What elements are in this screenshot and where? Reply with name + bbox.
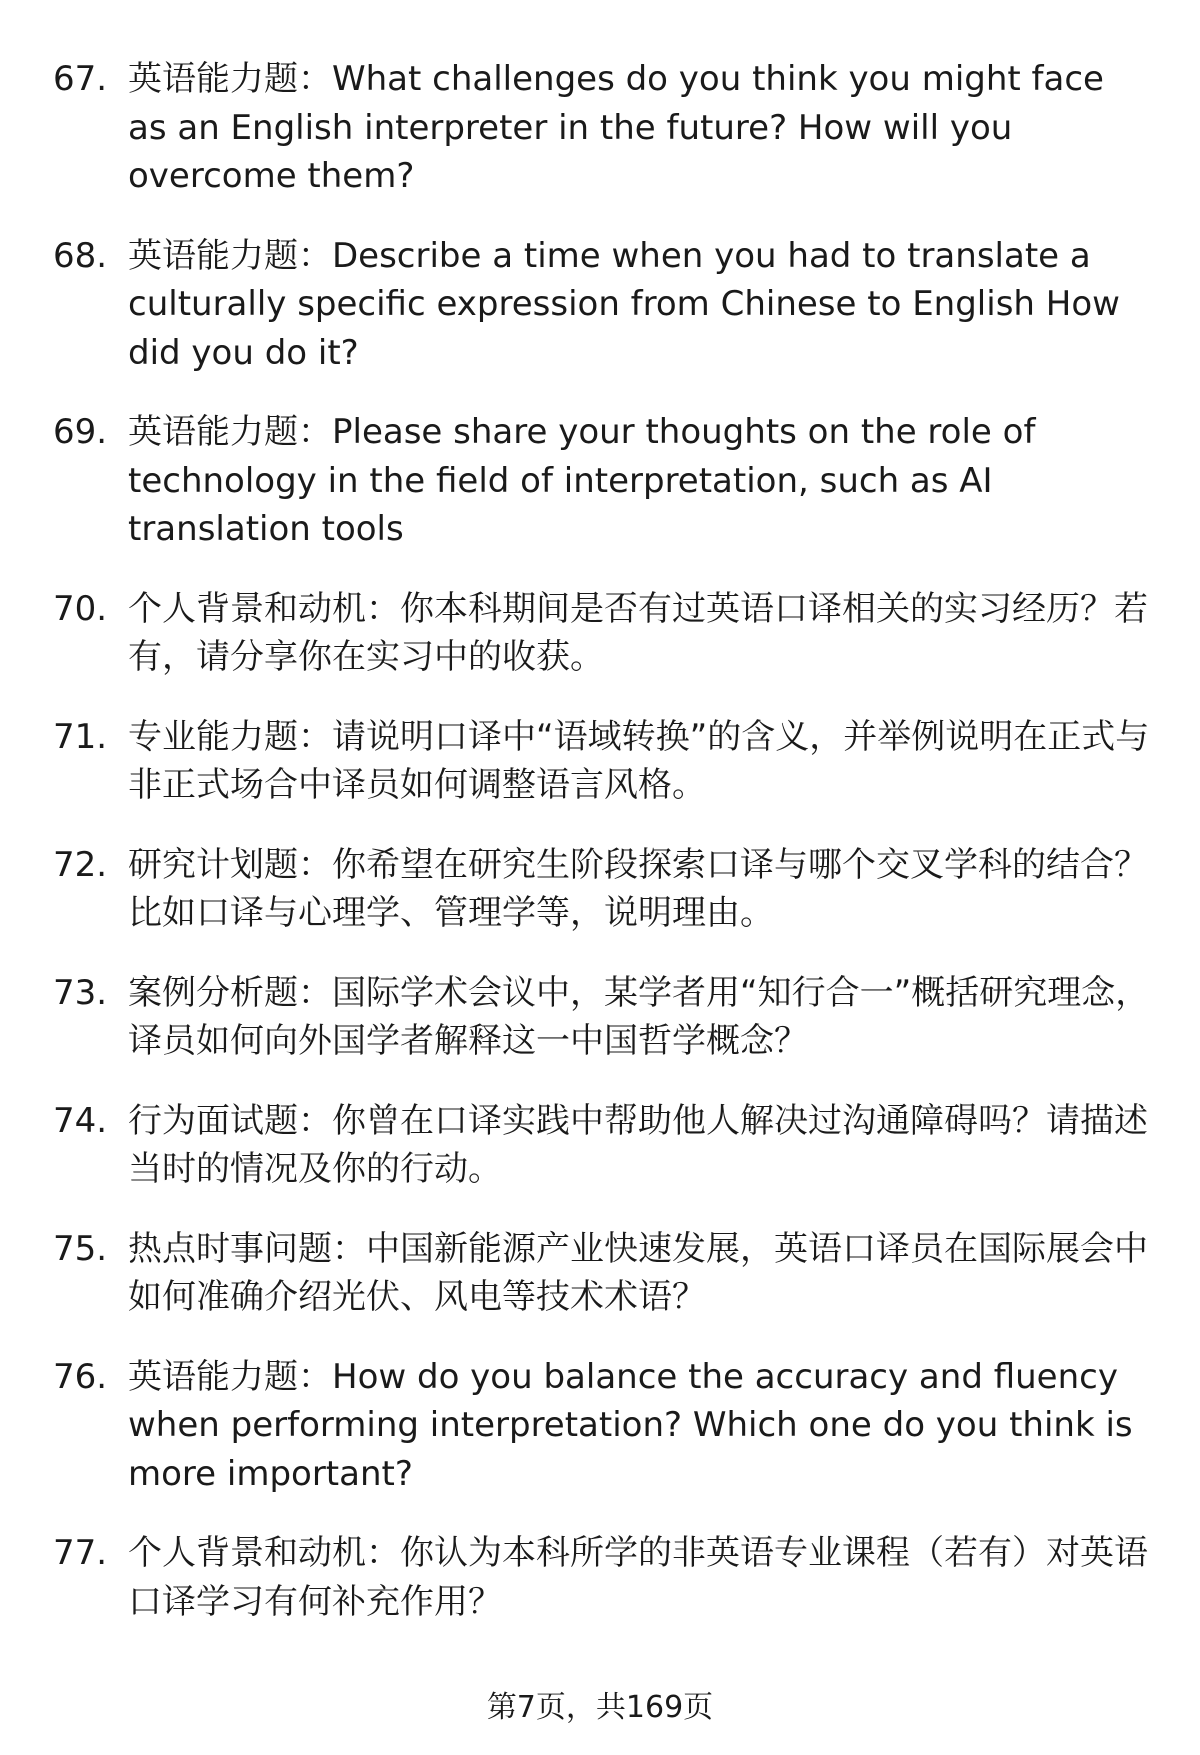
question-text: 专业能力题：请说明口译中“语域转换”的含义，并举例说明在正式与非正式场合中译员如何调整语言风格。: [128, 716, 1150, 805]
question-text: 个人背景和动机：你本科期间是否有过英语口译相关的实习经历？若有，请分享你在实习中的收获。: [128, 588, 1148, 677]
question-item: [0, 1097, 1200, 1194]
question-number: 70.: [53, 588, 108, 629]
question-text: 英语能力题：Please share your thoughts on the role of technology in the field of interpretation, such as AI translation tools: [128, 412, 1036, 549]
question-item: [0, 969, 1200, 1066]
question-text: 热点时事问题：中国新能源产业快速发展，英语口译员在国际展会中如何准确介绍光伏、风电等技术术语？: [128, 1228, 1148, 1317]
question-number: 72.: [53, 844, 108, 885]
question-text: 英语能力题：Describe a time when you had to translate a culturally specific expression from Chinese to English How did you do it?: [128, 235, 1120, 373]
question-text: 个人背景和动机：你认为本科所学的非英语专业课程（若有）对英语口译学习有何补充作用？: [128, 1533, 1148, 1622]
question-number: 69.: [53, 412, 108, 452]
question-item: [0, 713, 1200, 810]
page-footer: 第7页，共169页: [486, 1690, 714, 1725]
question-item: [0, 585, 1200, 682]
question-number: 68.: [53, 235, 108, 276]
question-item: [0, 1529, 1200, 1626]
question-number: 73.: [53, 972, 108, 1013]
question-text: 英语能力题：What challenges do you think you might face as an English interpreter in the future? How will you overcome them?: [128, 59, 1104, 196]
question-item: [0, 408, 1200, 554]
question-item: [0, 841, 1200, 938]
question-number: 77.: [53, 1533, 108, 1573]
question-list: [0, 55, 1200, 1657]
question-number: 67.: [53, 59, 108, 99]
question-item: [0, 55, 1200, 201]
question-text: 英语能力题：How do you balance the accuracy and fluency when performing interpretation? Which one do you think is more important?: [128, 1356, 1133, 1494]
question-item: [0, 1225, 1200, 1322]
question-number: 71.: [53, 716, 108, 757]
question-text: 案例分析题：国际学术会议中，某学者用“知行合一”概括研究理念，译员如何向外国学者解释这一中国哲学概念？: [128, 972, 1150, 1061]
question-number: 75.: [53, 1228, 108, 1269]
question-item: [0, 1353, 1200, 1499]
question-number: 74.: [53, 1100, 108, 1141]
question-text: 行为面试题：你曾在口译实践中帮助他人解决过沟通障碍吗？请描述当时的情况及你的行动。: [128, 1100, 1148, 1189]
question-number: 76.: [53, 1356, 108, 1397]
question-item: [0, 232, 1200, 378]
question-text: 研究计划题：你希望在研究生阶段探索口译与哪个交叉学科的结合？比如口译与心理学、管理学等，说明理由。: [128, 844, 1148, 933]
